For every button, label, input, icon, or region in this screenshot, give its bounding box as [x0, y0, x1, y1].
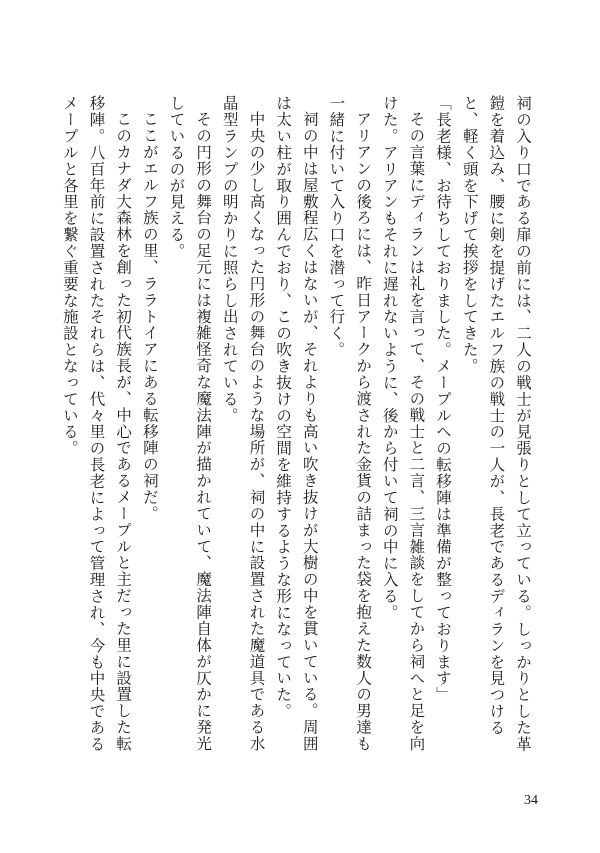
paragraph: その円形の舞台の足元には複雑怪奇な魔法陣が描かれていて、魔法陣自体が仄かに発光しているのが見える。: [167, 95, 213, 752]
paragraph: アリアンの後ろには、昨日アークから渡された金貨の詰まった袋を抱えた数人の男達も一緒に付いて入り口を潜って行く。: [327, 95, 373, 752]
paragraph: その言葉にディランは礼を言って、その戦士と二言、三言雑談をしてから祠へと足を向けた。アリアンもそれに遅れないように、後から付いて祠の中に入る。: [380, 95, 426, 752]
paragraph: ここがエルフ族の里、ララトイアにある転移陣の祠だ。: [140, 110, 159, 522]
dialogue-paragraph: 「長老様、お待ちしておりました。メープルへの転移陣は準備が整っております」: [434, 95, 453, 703]
paragraph: このカナダ大森林を創った初代族長が、中心であるメープルと主だった里に設置した転移陣。八百年前に設置されたそれらは、代々里の長老によって管理され、今も中央であるメープルと各里を繋ぐ重要な施設となっている。: [60, 95, 133, 753]
page-number: 34: [524, 793, 538, 808]
vertical-text-body: [60, 95, 536, 755]
paragraph: 中央の少し高くなった円形の舞台のような場所が、祠の中に設置された魔道具である水晶型ランプの明かりに照らし出されている。: [220, 95, 266, 752]
paragraph: 祠の中は屋敷程広くはないが、それよりも高い吹き抜けが大樹の中を貫いている。周囲は太い柱が取り囲んでおり、この吹き抜けの空間を維持するような形になっていた。: [274, 95, 319, 752]
paragraph: 祠の入り口である扉の前には、二人の戦士が見張りとして立っている。しっかりとした革鎧を着込み、腰に剣を提げたエルフ族の戦士の一人が、長老であるディランを見つけると、軽く頭を下げて挨拶をしてきた。: [460, 95, 532, 753]
